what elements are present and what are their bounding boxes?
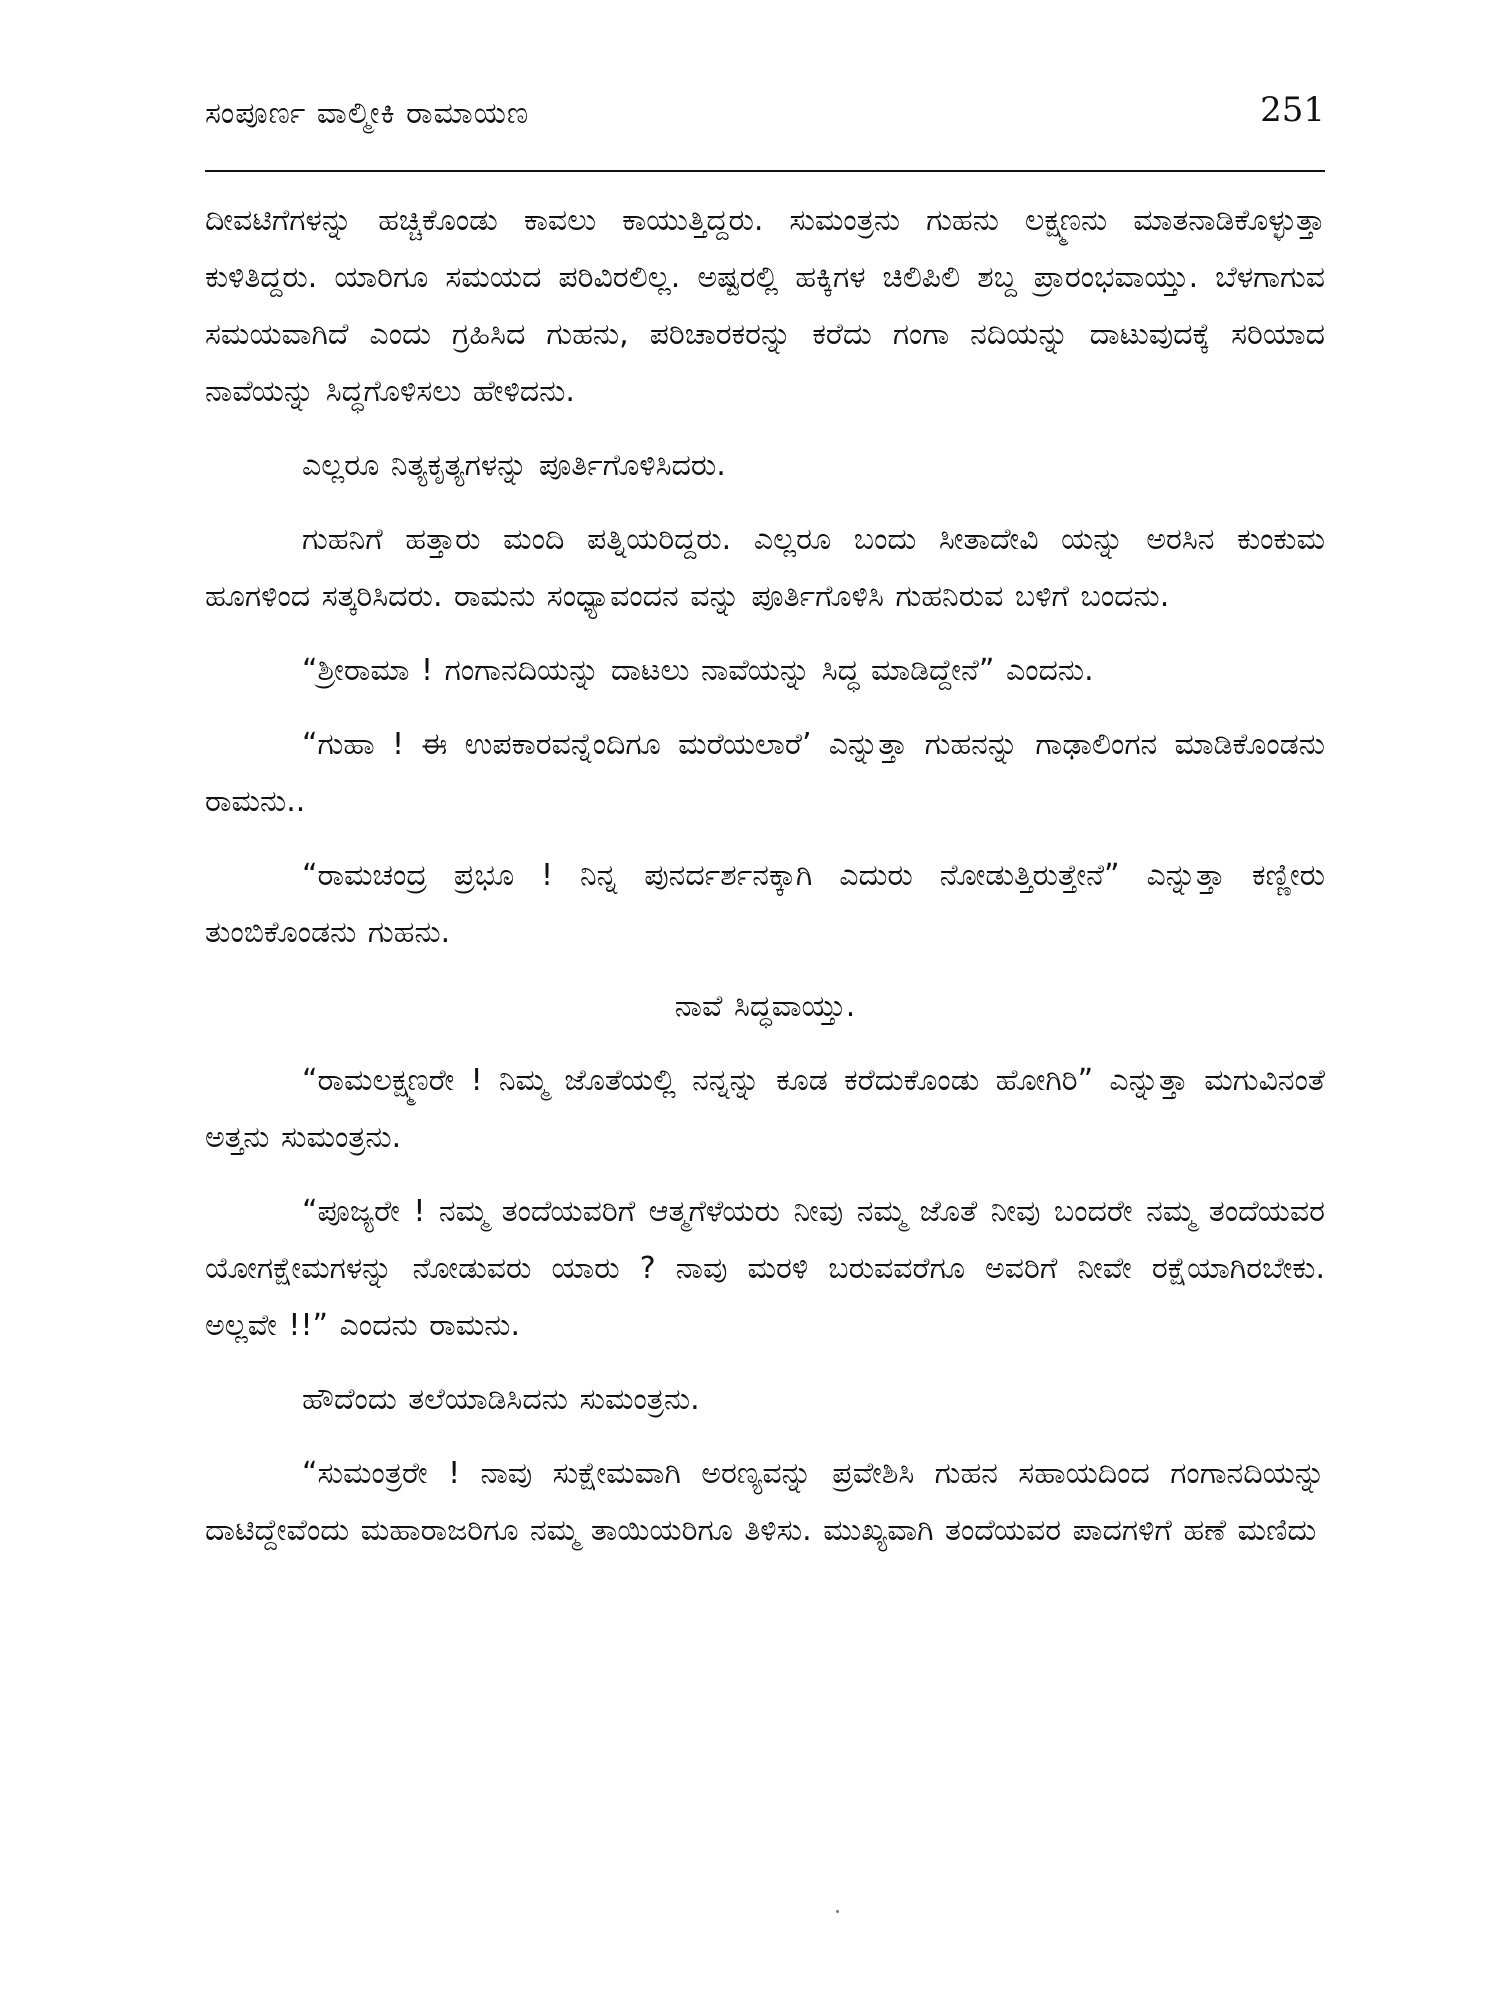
- paragraph: “ರಾಮಚಂದ್ರ ಪ್ರಭೂ ! ನಿನ್ನ ಪುನರ್ದರ್ಶನಕ್ಕಾಗಿ ಎದುರು ನೋಡುತ್ತಿರುತ್ತೇನೆ” ಎನ್ನುತ್ತಾ ಕಣ್ಣೀರು ತುಂಬಿಕೊಂಡನು ಗುಹನು.: [205, 858, 1325, 950]
- book-title: ಸಂಪೂರ್ಣ ವಾಲ್ಮೀಕಿ ರಾಮಾಯಣ: [205, 96, 530, 131]
- paragraph: “ಪೂಜ್ಯರೇ ! ನಮ್ಮ ತಂದೆಯವರಿಗೆ ಆತ್ಮಗೆಳೆಯರು ನೀವು ನಮ್ಮ ಜೊತೆ ನೀವು ಬಂದರೇ ನಮ್ಮ ತಂದೆಯವರ ಯೋಗಕ್ಷೇಮಗಳನ್ನು ನೋಡುವರು ಯಾರು ? ನಾವು ಮರಳಿ ಬರುವವರೆಗೂ ಅವರಿಗೆ ನೀವೇ ರಕ್ಷೆಯಾಗಿರಬೇಕು. ಅಲ್ಲವೇ !!” ಎಂದನು ರಾಮನು.: [205, 1194, 1325, 1343]
- running-header: [205, 92, 1325, 136]
- centered-line: ನಾವೆ ಸಿದ್ಧವಾಯ್ತು.: [674, 989, 856, 1024]
- print-speck: [836, 1910, 839, 1913]
- paragraph: ದೀವಟಿಗೆಗಳನ್ನು ಹಚ್ಚಿಕೊಂಡು ಕಾವಲು ಕಾಯುತ್ತಿದ್ದರು. ಸುಮಂತ್ರನು ಗುಹನು ಲಕ್ಷ್ಮಣನು ಮಾತನಾಡಿಕೊಳ್ಳುತ್ತಾ ಕುಳಿತಿದ್ದರು. ಯಾರಿಗೂ ಸಮಯದ ಪರಿವಿರಲಿಲ್ಲ. ಅಷ್ಟರಲ್ಲಿ ಹಕ್ಕಿಗಳ ಚಿಲಿಪಿಲಿ ಶಬ್ದ ಪ್ರಾರಂಭವಾಯ್ತು. ಬೆಳಗಾಗುವ ಸಮಯವಾಗಿದೆ ಎಂದು ಗ್ರಹಿಸಿದ ಗುಹನು, ಪರಿಚಾರಕರನ್ನು ಕರೆದು ಗಂಗಾ ನದಿಯನ್ನು ದಾಟುವುದಕ್ಕೆ ಸರಿಯಾದ ನಾವೆಯನ್ನು ಸಿದ್ಧಗೊಳಿಸಲು ಹೇಳಿದನು.: [205, 203, 1325, 409]
- paragraph: “ಶ್ರೀರಾಮಾ ! ಗಂಗಾನದಿಯನ್ನು ದಾಟಲು ನಾವೆಯನ್ನು ಸಿದ್ಧ ಮಾಡಿದ್ದೇನೆ” ಎಂದನು.: [302, 653, 1094, 688]
- paragraph: ಹೌದೆಂದು ತಲೆಯಾಡಿಸಿದನು ಸುಮಂತ್ರನು.: [302, 1382, 700, 1417]
- paragraph: ಗುಹನಿಗೆ ಹತ್ತಾರು ಮಂದಿ ಪತ್ನಿಯರಿದ್ದರು. ಎಲ್ಲರೂ ಬಂದು ಸೀತಾದೇವಿ ಯನ್ನು ಅರಸಿನ ಕುಂಕುಮ ಹೂಗಳಿಂದ ಸತ್ಕರಿಸಿದರು. ರಾಮನು ಸಂಧ್ಯಾವಂದನ ವನ್ನು ಪೂರ್ತಿಗೊಳಿಸಿ ಗುಹನಿರುವ ಬಳಿಗೆ ಬಂದನು.: [205, 522, 1325, 614]
- paragraph: “ಸುಮಂತ್ರರೇ ! ನಾವು ಸುಕ್ಷೇಮವಾಗಿ ಅರಣ್ಯವನ್ನು ಪ್ರವೇಶಿಸಿ ಗುಹನ ಸಹಾಯದಿಂದ ಗಂಗಾನದಿಯನ್ನು ದಾಟಿದ್ದೇವೆಂದು ಮಹಾರಾಜರಿಗೂ ನಮ್ಮ ತಾಯಿಯರಿಗೂ ತಿಳಿಸು. ಮುಖ್ಯವಾಗಿ ತಂದೆಯವರ ಪಾದಗಳಿಗೆ ಹಣೆ ಮಣಿದು: [205, 1456, 1325, 1548]
- paragraph: ಎಲ್ಲರೂ ನಿತ್ಯಕೃತ್ಯಗಳನ್ನು ಪೂರ್ತಿಗೊಳಿಸಿದರು.: [302, 448, 726, 483]
- page-number: 251: [1260, 90, 1325, 130]
- paragraph: “ಗುಹಾ ! ಈ ಉಪಕಾರವನ್ನೆಂದಿಗೂ ಮರೆಯಲಾರೆ’ ಎನ್ನುತ್ತಾ ಗುಹನನ್ನು ಗಾಢಾಲಿಂಗನ ಮಾಡಿಕೊಂಡನು ರಾಮನು..: [205, 727, 1325, 819]
- header-rule: [205, 170, 1325, 172]
- paragraph: “ರಾಮಲಕ್ಷ್ಮಣರೇ ! ನಿಮ್ಮ ಜೊತೆಯಲ್ಲಿ ನನ್ನನ್ನು ಕೂಡ ಕರೆದುಕೊಂಡು ಹೋಗಿರಿ” ಎನ್ನುತ್ತಾ ಮಗುವಿನಂತೆ ಅತ್ತನು ಸುಮಂತ್ರನು.: [205, 1063, 1325, 1155]
- page-body: [205, 192, 1325, 1576]
